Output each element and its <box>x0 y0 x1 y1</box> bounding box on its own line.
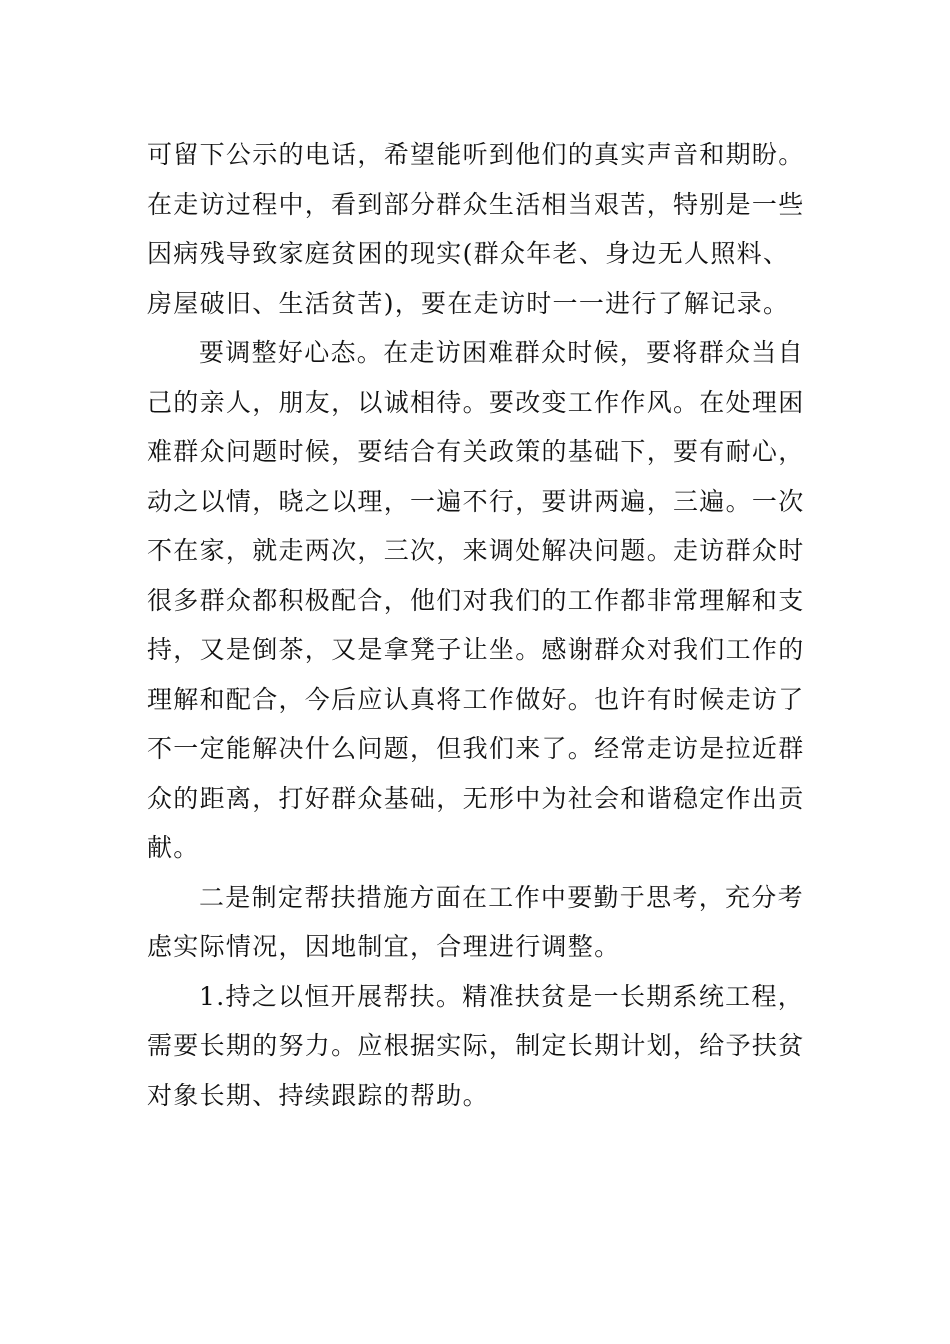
text-line: 持，又是倒茶，又是拿凳子让坐。感谢群众对我们工作的 <box>147 635 805 664</box>
text-line: 不一定能解决什么问题，但我们来了。经常走访是拉近群 <box>147 734 805 763</box>
text-line: 可留下公示的电话，希望能听到他们的真实声音和期盼。 <box>147 140 805 169</box>
text-line: 对象长期、持续跟踪的帮助。 <box>147 1080 489 1110</box>
text-line: 不在家，就走两次，三次，来调处解决问题。走访群众时 <box>147 536 805 565</box>
text-line: 需要长期的努力。应根据实际，制定长期计划，给予扶贫 <box>147 1031 805 1060</box>
text-line: 在走访过程中，看到部分群众生活相当艰苦，特别是一些 <box>147 189 805 219</box>
text-line: 己的亲人，朋友，以诚相待。要改变工作作风。在处理困 <box>147 387 805 417</box>
text-line: 动之以情，晓之以理，一遍不行，要讲两遍，三遍。一次 <box>147 486 805 516</box>
paragraph-start-line: 1.持之以恒开展帮扶。精准扶贫是一长期系统工程， <box>199 981 805 1011</box>
body-text <box>147 130 805 1120</box>
text-line: 献。 <box>147 833 200 862</box>
text-line: 很多群众都积极配合，他们对我们的工作都非常理解和支 <box>147 585 805 615</box>
text-line: 理解和配合，今后应认真将工作做好。也许有时候走访了 <box>147 684 805 714</box>
paragraph-start-line: 二是制定帮扶措施方面在工作中要勤于思考，充分考 <box>199 882 804 912</box>
text-line: 众的距离，打好群众基础，无形中为社会和谐稳定作出贡 <box>147 783 805 813</box>
text-line: 因病残导致家庭贫困的现实(群众年老、身边无人照料、 <box>147 239 790 268</box>
paragraph-start-line: 要调整好心态。在走访困难群众时候，要将群众当自 <box>199 338 804 367</box>
text-line: 难群众问题时候，要结合有关政策的基础下，要有耐心， <box>147 437 805 466</box>
text-line: 房屋破旧、生活贫苦)，要在走访时一一进行了解记录。 <box>147 288 790 318</box>
text-line: 虑实际情况，因地制宜，合理进行调整。 <box>147 932 621 961</box>
